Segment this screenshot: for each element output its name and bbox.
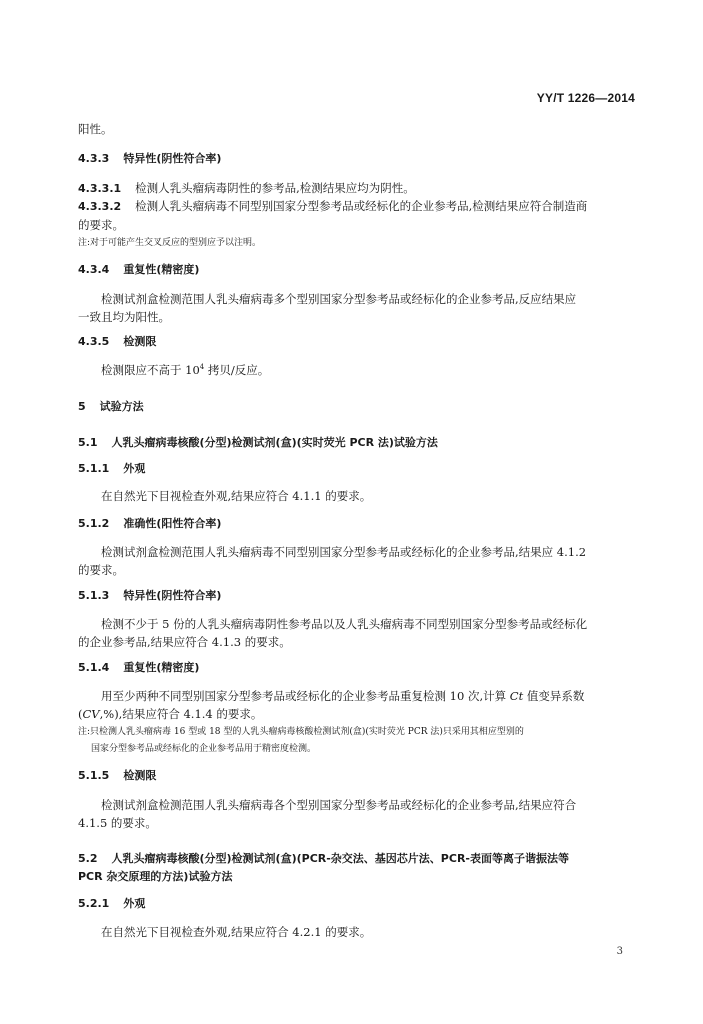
note-line: 注:只检测人乳头瘤病毒 16 型或 18 型的人乳头瘤病毒核酸检测试剂(盒)(实时荧光 PCR 法)只采用其相应型别的 bbox=[78, 727, 524, 737]
clause-continuation: 的要求。 bbox=[78, 218, 124, 232]
note bbox=[78, 724, 634, 758]
section-heading-4-3-5 bbox=[78, 332, 634, 352]
section-heading-5-1-2 bbox=[78, 514, 634, 534]
section-title: 特异性(阴性符合率) bbox=[123, 589, 222, 602]
paragraph-continuation: 的要求。 bbox=[78, 563, 124, 577]
note-line: 国家分型参考品或经标化的企业参考品用于精密度检测。 bbox=[91, 744, 317, 754]
section-title: 重复性(精密度) bbox=[123, 263, 200, 276]
text-run: ( bbox=[78, 707, 83, 721]
section-number: 5.1.3 bbox=[78, 589, 110, 602]
note: 注:对于可能产生交叉反应的型别应予以注明。 bbox=[78, 238, 262, 248]
clause-4-3-3-2 bbox=[78, 196, 634, 217]
text-run: 拷贝/反应。 bbox=[204, 363, 270, 377]
section-title: 外观 bbox=[123, 462, 146, 475]
cv-symbol: CV bbox=[82, 707, 100, 721]
section-title: 准确性(阳性符合率) bbox=[123, 517, 222, 530]
section-heading-5-2-1 bbox=[78, 894, 634, 914]
section-number: 4.3.5 bbox=[78, 335, 110, 348]
section-number: 5.2.1 bbox=[78, 897, 110, 910]
chapter-number: 5 bbox=[78, 400, 86, 413]
section-title-continuation: PCR 杂交原理的方法)试验方法 bbox=[78, 870, 233, 883]
clause-text: 检测人乳头瘤病毒不同型别国家分型参考品或经标化的企业参考品,检测结果应符合制造商 bbox=[135, 199, 588, 213]
section-heading-4-3-4 bbox=[78, 260, 634, 280]
superscript: 4 bbox=[199, 363, 205, 372]
section-heading-5-1-4 bbox=[78, 658, 634, 678]
paragraph-continuation: 的企业参考品,结果应符合 4.1.3 的要求。 bbox=[78, 635, 291, 649]
section-heading-4-3-3 bbox=[78, 149, 634, 169]
section-heading-5-1-3 bbox=[78, 586, 634, 606]
clause-number: 4.3.3.2 bbox=[78, 200, 122, 213]
section-number: 5.1.1 bbox=[78, 462, 110, 475]
section-heading-5-1 bbox=[78, 433, 634, 453]
chapter-heading-5 bbox=[78, 397, 634, 417]
standard-code-header: YY/T 1226—2014 bbox=[536, 91, 635, 105]
paragraph-continuation bbox=[78, 704, 634, 724]
text-run: 用至少两种不同型别国家分型参考品或经标化的企业参考品重复检测 10 次,计算 bbox=[101, 689, 510, 703]
section-heading-5-1-1 bbox=[78, 459, 634, 479]
paragraph bbox=[78, 360, 634, 380]
section-number: 5.1.5 bbox=[78, 769, 110, 782]
paragraph: 在自然光下目视检查外观,结果应符合 4.1.1 的要求。 bbox=[101, 489, 372, 503]
section-title: 检测限 bbox=[123, 769, 157, 782]
section-number: 4.3.4 bbox=[78, 263, 110, 276]
page-number: 3 bbox=[616, 946, 623, 957]
section-number: 5.2 bbox=[78, 852, 98, 865]
section-number: 4.3.3 bbox=[78, 152, 110, 165]
section-heading-5-1-5 bbox=[78, 766, 634, 786]
section-number: 5.1.2 bbox=[78, 517, 110, 530]
text-run: 检测限应不高于 10 bbox=[101, 363, 200, 377]
text-run: 值变异系数 bbox=[523, 689, 585, 703]
chapter-title: 试验方法 bbox=[99, 400, 144, 413]
section-title: 重复性(精密度) bbox=[123, 661, 200, 674]
paragraph-continuation: 4.1.5 的要求。 bbox=[78, 816, 157, 830]
section-number: 5.1 bbox=[78, 436, 98, 449]
paragraph: 检测试剂盒检测范围人乳头瘤病毒不同型别国家分型参考品或经标化的企业参考品,结果应 4.1.2 bbox=[101, 545, 587, 559]
section-heading-5-2 bbox=[78, 849, 634, 869]
clause-text: 检测人乳头瘤病毒阴性的参考品,检测结果应均为阴性。 bbox=[135, 181, 415, 195]
text-run: ,%),结果应符合 4.1.4 的要求。 bbox=[99, 707, 263, 721]
section-title: 人乳头瘤病毒核酸(分型)检测试剂(盒)(实时荧光 PCR 法)试验方法 bbox=[111, 436, 438, 449]
section-title: 检测限 bbox=[123, 335, 157, 348]
paragraph: 检测试剂盒检测范围人乳头瘤病毒各个型别国家分型参考品或经标化的企业参考品,结果应符合 bbox=[101, 798, 577, 812]
paragraph-continuation: 一致且均为阳性。 bbox=[78, 310, 170, 324]
section-title: 特异性(阴性符合率) bbox=[123, 152, 222, 165]
ct-symbol: Ct bbox=[509, 689, 524, 703]
clause-number: 4.3.3.1 bbox=[78, 182, 122, 195]
paragraph: 检测试剂盒检测范围人乳头瘤病毒多个型别国家分型参考品或经标化的企业参考品,反应结果应 bbox=[101, 292, 577, 306]
section-number: 5.1.4 bbox=[78, 661, 110, 674]
paragraph bbox=[78, 686, 634, 706]
paragraph: 检测不少于 5 份的人乳头瘤病毒阴性参考品以及人乳头瘤病毒不同型别国家分型参考品或经标化 bbox=[101, 617, 588, 631]
section-title: 外观 bbox=[123, 897, 146, 910]
section-title: 人乳头瘤病毒核酸(分型)检测试剂(盒)(PCR-杂交法、基因芯片法、PCR-表面等离子谐振法等 bbox=[111, 852, 569, 865]
paragraph: 在自然光下目视检查外观,结果应符合 4.2.1 的要求。 bbox=[101, 925, 372, 939]
text-line: 阳性。 bbox=[78, 122, 113, 136]
